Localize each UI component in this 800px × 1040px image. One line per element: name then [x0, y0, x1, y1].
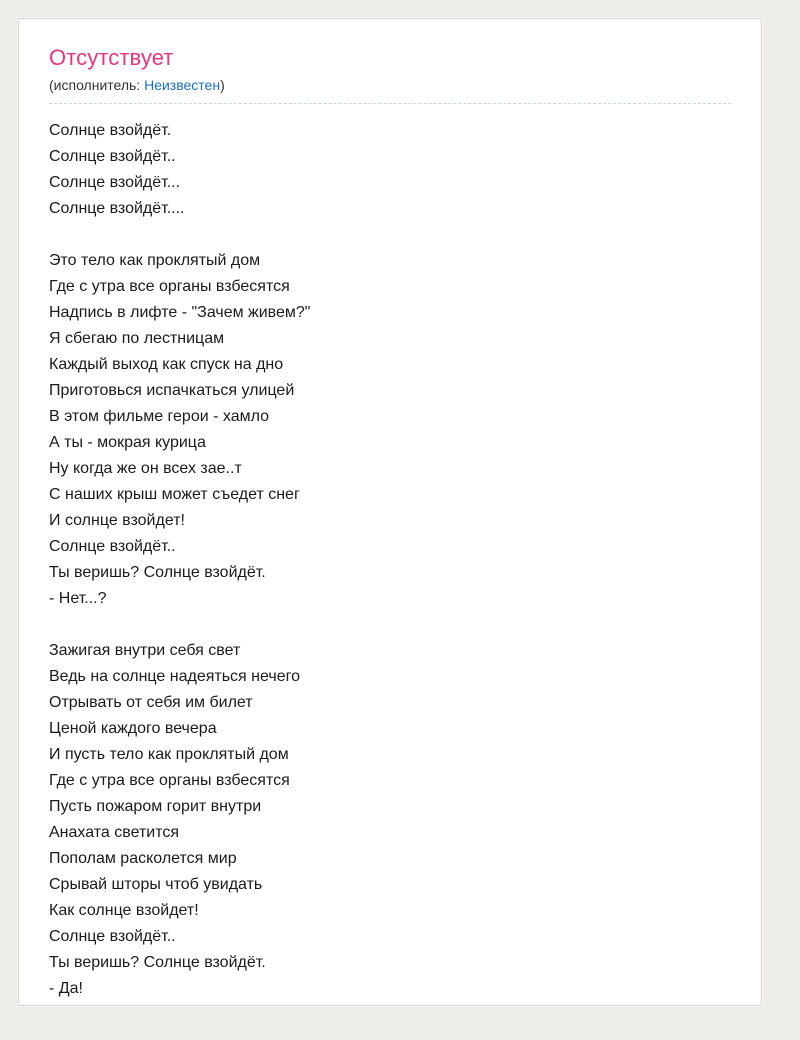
- lyrics-line: Пополам расколется мир: [49, 850, 237, 867]
- performer-link[interactable]: Неизвестен: [144, 77, 221, 93]
- lyrics-line: Анахата светится: [49, 824, 180, 841]
- lyrics-line: И пусть тело как проклятый дом: [49, 746, 289, 763]
- lyrics-line: Отрывать от себя им билет: [49, 694, 253, 711]
- lyrics-line: Солнце взойдёт..: [49, 148, 176, 165]
- lyrics-line: Солнце взойдёт..: [49, 928, 176, 945]
- page-content: [19, 19, 761, 1006]
- lyrics-line: Ведь на солнце надеяться нечего: [49, 668, 300, 685]
- lyrics-line: В этом фильме герои - хамло: [49, 408, 270, 425]
- performer-suffix: ): [220, 77, 225, 93]
- lyrics-line: Солнце взойдёт....: [49, 200, 185, 217]
- performer-line: [49, 77, 731, 104]
- lyrics-line: Приготовься испачкаться улицей: [49, 382, 295, 399]
- lyrics-line: Ценой каждого вечера: [49, 720, 217, 737]
- lyrics-line: Каждый выход как спуск на дно: [49, 356, 284, 373]
- lyrics-line: - Да!: [49, 980, 83, 997]
- lyrics-line: И солнце взойдет!: [49, 512, 185, 529]
- page-title: Отсутствует: [49, 45, 174, 70]
- lyrics-line: - Нет...?: [49, 590, 107, 607]
- lyrics-line: Ну когда же он всех зае..т: [49, 460, 242, 477]
- lyrics-blank-line: [49, 612, 731, 638]
- lyrics-line: Как солнце взойдет!: [49, 902, 199, 919]
- lyrics-line: А ты - мокрая курица: [49, 434, 206, 451]
- lyrics-blank-line: [49, 222, 731, 248]
- lyrics-line: Где с утра все органы взбесятся: [49, 772, 290, 789]
- lyrics-page-card: [18, 18, 762, 1006]
- lyrics-line: Надпись в лифте - "Зачем живем?": [49, 304, 311, 321]
- lyrics-line: Зажигая внутри себя свет: [49, 642, 241, 659]
- lyrics-line: Пусть пожаром горит внутри: [49, 798, 262, 815]
- lyrics-line: Солнце взойдёт.: [49, 122, 172, 139]
- lyrics-line: Солнце взойдёт..: [49, 538, 176, 555]
- lyrics-line: Срывай шторы чтоб увидать: [49, 876, 263, 893]
- lyrics-line: Где с утра все органы взбесятся: [49, 278, 290, 295]
- lyrics-line: Ты веришь? Солнце взойдёт.: [49, 564, 266, 581]
- lyrics-line: Ты веришь? Солнце взойдёт.: [49, 954, 266, 971]
- lyrics-line: Это тело как проклятый дом: [49, 252, 261, 269]
- lyrics-line: С наших крыш может съедет снег: [49, 486, 300, 503]
- performer-label: (исполнитель:: [49, 77, 141, 93]
- lyrics-body: [49, 118, 731, 1002]
- lyrics-line: Солнце взойдёт...: [49, 174, 181, 191]
- lyrics-line: Я сбегаю по лестницам: [49, 330, 225, 347]
